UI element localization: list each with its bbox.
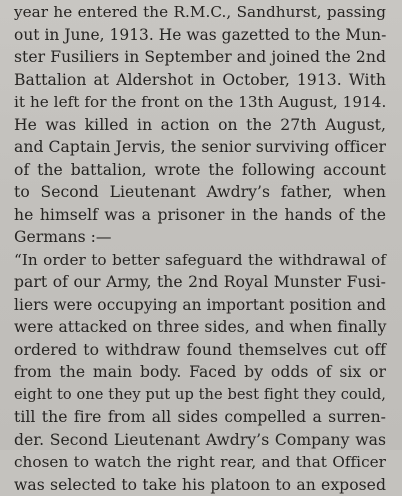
- text-line: “In order to better safeguard the withdrawal of: [14, 249, 386, 272]
- text-line: year he entered the R.M.C., Sandhurst, passing: [14, 1, 386, 24]
- text-line: ordered to withdraw found themselves cut off: [14, 339, 386, 362]
- text-line: liers were occupying an important position and: [14, 294, 386, 317]
- text-line: of the battalion, wrote the following account: [14, 159, 386, 182]
- body-text: [14, 1, 386, 496]
- text-line: to Second Lieutenant Awdry’s father, when: [14, 181, 386, 204]
- text-line: were attacked on three sides, and when finally: [14, 316, 386, 339]
- text-line: it he left for the front on the 13th August, 1914.: [14, 91, 386, 114]
- text-line: eight to one they put up the best fight they could,: [14, 384, 386, 407]
- text-line: till the fire from all sides compelled a surren-: [14, 406, 386, 429]
- text-line: he himself was a prisoner in the hands of the: [14, 204, 386, 227]
- text-line: der. Second Lieutenant Awdry’s Company was: [14, 429, 386, 452]
- text-line: Battalion at Aldershot in October, 1913. With: [14, 69, 386, 92]
- text-line: and Captain Jervis, the senior surviving officer: [14, 136, 386, 159]
- text-line: chosen to watch the right rear, and that Officer: [14, 451, 386, 474]
- text-line: part of our Army, the 2nd Royal Munster Fusi-: [14, 271, 386, 294]
- text-line: was selected to take his platoon to an exposed: [14, 474, 386, 496]
- text-line: ster Fusiliers in September and joined the 2nd: [14, 46, 386, 69]
- text-line: Germans :—: [14, 226, 386, 249]
- text-line: from the main body. Faced by odds of six or: [14, 361, 386, 384]
- text-line: out in June, 1913. He was gazetted to the Mun-: [14, 24, 386, 47]
- text-line: He was killed in action on the 27th August,: [14, 114, 386, 137]
